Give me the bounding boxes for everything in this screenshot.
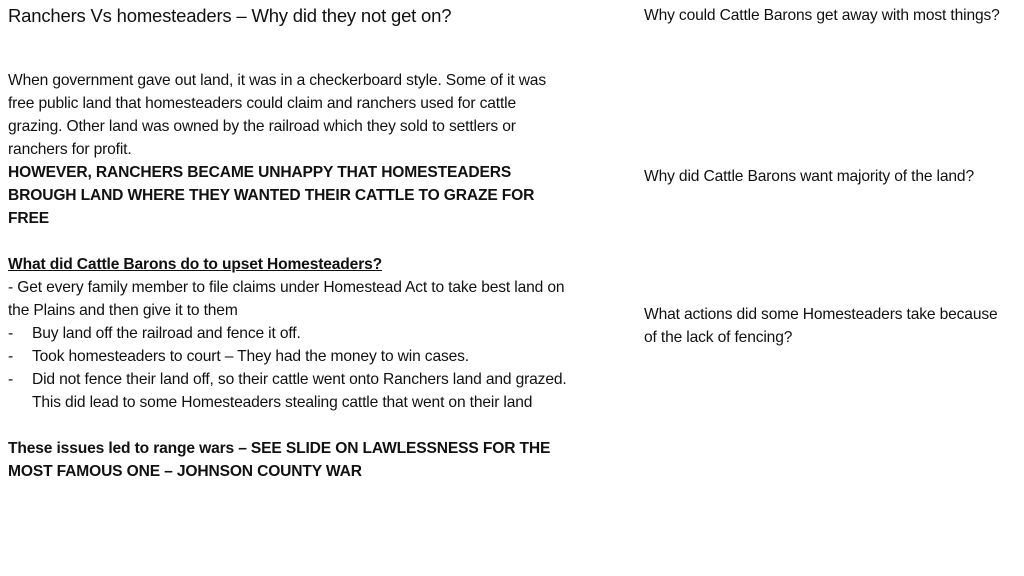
bullet-item	[8, 368, 568, 414]
slide-title: Ranchers Vs homesteaders – Why did they not get on?	[8, 5, 452, 26]
bullet-dash: -	[8, 371, 14, 388]
bullet-item	[8, 322, 568, 345]
question-1: Why could Cattle Barons get away with most things?	[644, 7, 1000, 24]
spacer	[8, 414, 568, 437]
spacer	[8, 230, 568, 253]
subheading: What did Cattle Barons do to upset Homesteaders?	[8, 256, 383, 273]
bullet-text: Did not fence their land off, so their cattle went onto Ranchers land and grazed. This did lead to some Homesteaders stealing cattle that went on their land	[32, 371, 567, 411]
question-2: Why did Cattle Barons want majority of the land?	[644, 168, 974, 185]
main-content	[8, 69, 568, 483]
bullet-item	[8, 345, 568, 368]
first-point: - Get every family member to file claims under Homestead Act to take best land on the Plains and then give it to them	[8, 279, 565, 319]
bullet-dash: -	[8, 325, 14, 342]
bullet-dash: -	[8, 348, 14, 365]
question-3: What actions did some Homesteaders take because of the lack of fencing?	[644, 306, 998, 346]
bullet-text: Took homesteaders to court – They had the money to win cases.	[32, 348, 469, 365]
conclusion-paragraph: These issues led to range wars – SEE SLIDE ON LAWLESSNESS FOR THE MOST FAMOUS ONE – JOHNSON COUNTY WAR	[8, 440, 551, 480]
intro-paragraph: When government gave out land, it was in a checkerboard style. Some of it was free public land that homesteaders could claim and ranchers used for cattle grazing. Other land was owned by the railroad which they sold to settlers or ranchers for profit.	[8, 72, 546, 158]
emphasis-paragraph: HOWEVER, RANCHERS BECAME UNHAPPY THAT HOMESTEADERS BROUGH LAND WHERE THEY WANTED THEIR CATTLE TO GRAZE FOR FREE	[8, 164, 535, 227]
bullet-text: Buy land off the railroad and fence it off.	[32, 325, 301, 342]
